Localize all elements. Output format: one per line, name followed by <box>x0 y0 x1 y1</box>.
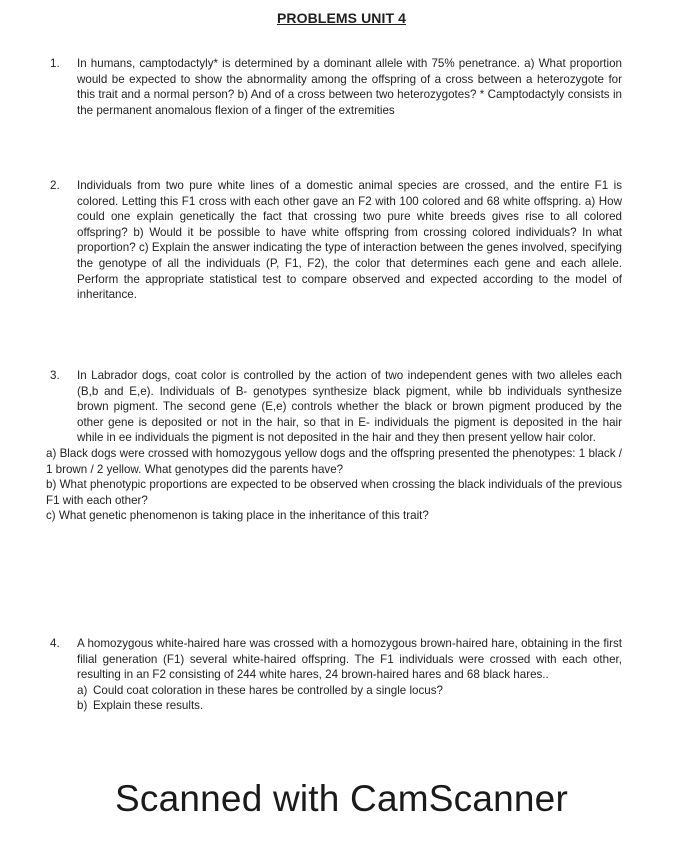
problem-text: A homozygous white-haired hare was crossed with a homozygous brown-haired hare, obtaining in the first filial generation (F1) several white-haired offspring. The F1 individuals were crossed with each other, resulting in an F2 consisting of 244 white hares, 24 brown-haired hares and 68 black hares.. <box>77 637 622 682</box>
problem-2 <box>50 178 622 303</box>
question-c: c) What genetic phenomenon is taking place in the inheritance of this trait? <box>46 509 429 523</box>
camscanner-watermark: Scanned with CamScanner <box>115 778 568 819</box>
problem-number: 1. <box>50 57 60 70</box>
problem-number: 2. <box>50 179 60 192</box>
question-text: Could coat coloration in these hares be controlled by a single locus? <box>93 683 443 697</box>
problem-number: 4. <box>50 637 60 650</box>
question-b <box>77 698 622 714</box>
problem-text: Individuals from two pure white lines of a domestic animal species are crossed, and the entire F1 is colored. Letting this F1 cross with each other gave an F2 with 100 colored and 68 white offspring. a) How could one explain genetically the fact that crossing two pure white breeds gives rise to all colored offspring? b) Would it be possible to have white offspring from crossing colored individuals? In what proportion? c) Explain the answer indicating the type of interaction between the genes involved, specifying the genotype of all the individuals (P, F1, F2), the color that determines each gene and each allele. Perform the appropriate statistical test to compare observed and expected according to the model of inheritance. <box>77 179 622 302</box>
question-list <box>77 683 622 714</box>
problem-number: 3. <box>50 369 60 382</box>
problem-3 <box>46 368 622 524</box>
question-a: a) Black dogs were crossed with homozygous yellow dogs and the offspring presented the phenotypes: 1 black / 1 brown / 2 yellow. What genotypes did the parents have? <box>46 446 622 476</box>
question-letter: b) <box>77 699 88 713</box>
problem-1 <box>50 56 622 118</box>
problem-text: In humans, camptodactyly* is determined by a dominant allele with 75% penetrance. a) What proportion would be expected to show the abnormality among the offspring of a cross between a heterozygote for this trait and a normal person? b) And of a cross between two heterozygotes? * Camptodactyly consists in the permanent anomalous flexion of a finger of the extremities <box>77 57 622 117</box>
problem-4 <box>50 636 622 714</box>
question-letter: a) <box>77 683 88 697</box>
question-b: b) What phenotypic proportions are expected to be observed when crossing the black individuals of the previous F1 with each other? <box>46 478 622 507</box>
page-title: PROBLEMS UNIT 4 <box>276 10 407 26</box>
problem-text: In Labrador dogs, coat color is controlled by the action of two independent genes with two alleles each (B,b and E,e). Individuals of B- genotypes synthesize black pigment, while bb individuals synthesize brown pigment. The second gene (E,e) controls whether the black or brown pigment produced by the other gene is deposited or not in the hair, so that in E- individuals the pigment is deposited in the hair while in ee individuals the pigment is not deposited in the hair and they then present yellow hair color. <box>77 369 622 445</box>
question-text: Explain these results. <box>93 699 204 713</box>
question-a <box>77 683 622 699</box>
